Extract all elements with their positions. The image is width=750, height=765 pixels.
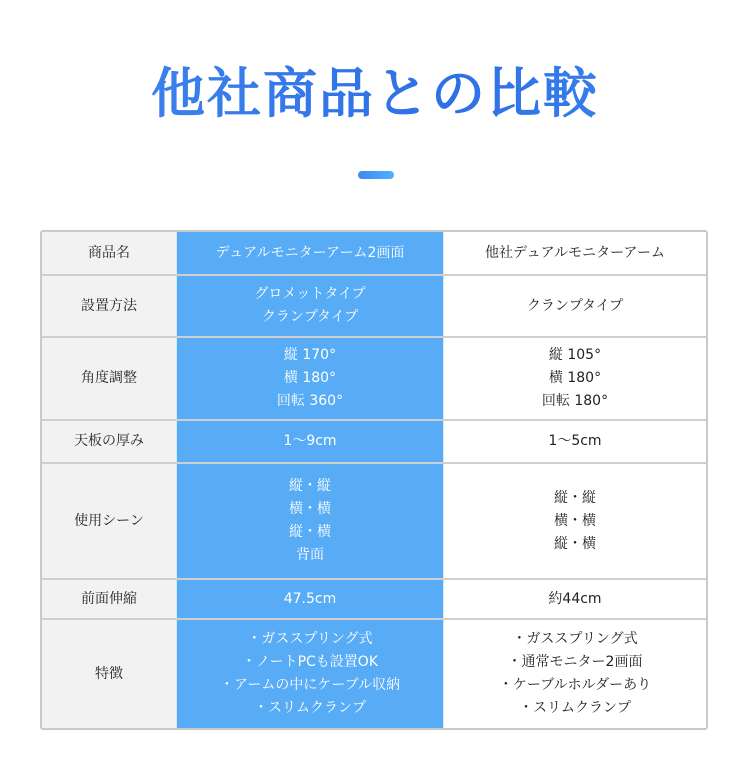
row-other-line: 縦・横 (554, 535, 596, 552)
row-ours-line: グロメットタイプ (254, 286, 366, 302)
row-ours-line: ・ノートPCも設置OK (242, 654, 378, 670)
table-row (42, 276, 706, 338)
header-ours: デュアルモニターアーム2画面 (215, 244, 405, 261)
row-label-cell (42, 464, 176, 578)
row-label: 天板の厚み (74, 433, 144, 449)
row-other-cell (444, 464, 706, 578)
row-label-cell (42, 620, 176, 728)
table-row (42, 464, 706, 580)
row-label: 前面伸縮 (81, 590, 137, 607)
row-other-line: ・スリムクランプ (519, 700, 631, 716)
row-label-cell (42, 580, 176, 618)
row-other-line: 1～5cm (548, 433, 602, 449)
table-row (42, 338, 706, 421)
page-title: 他社商品との比較 (0, 58, 750, 130)
row-other-line: 横・横 (554, 512, 596, 529)
row-ours-cell (176, 276, 444, 336)
row-ours-line: 背面 (296, 547, 324, 563)
row-label: 設置方法 (81, 297, 137, 314)
row-other-line: 約44cm (548, 590, 602, 607)
row-ours-cell (176, 580, 444, 618)
header-label-cell (42, 232, 176, 274)
row-other-cell (444, 338, 706, 419)
row-ours-line: 1～9cm (283, 433, 337, 449)
row-label: 使用シーン (74, 512, 144, 529)
header-other-cell (444, 232, 706, 274)
row-label-cell (42, 421, 176, 462)
row-ours-line: 47.5cm (283, 590, 337, 607)
row-ours-line: 縦・横 (289, 524, 331, 540)
row-ours-line: ・ガススプリング式 (247, 631, 373, 647)
row-ours-line: 縦 170° (283, 347, 337, 363)
row-ours-line: ・スリムクランプ (254, 700, 366, 716)
row-ours-cell (176, 338, 444, 419)
row-ours-line: 縦・縦 (289, 478, 331, 494)
row-other-line: 縦 105° (548, 347, 602, 363)
row-ours-line: 横・横 (289, 501, 331, 517)
row-other-line: 横 180° (548, 370, 602, 386)
row-other-cell (444, 620, 706, 728)
table-row (42, 580, 706, 620)
row-ours-line: ・アームの中にケーブル収納 (219, 677, 401, 693)
row-ours-line: クランプタイプ (261, 309, 359, 325)
table-header-row (42, 232, 706, 276)
table-row (42, 620, 706, 728)
row-label-cell (42, 276, 176, 336)
row-other-cell (444, 276, 706, 336)
row-label-cell (42, 338, 176, 419)
row-ours-cell (176, 421, 444, 462)
row-ours-cell (176, 464, 444, 578)
row-other-line: ・ケーブルホルダーあり (498, 677, 652, 693)
header-label: 商品名 (88, 244, 130, 261)
row-other-line: 回転 180° (541, 393, 609, 409)
header-other: 他社デュアルモニターアーム (485, 244, 665, 261)
row-other-line: クランプタイプ (526, 297, 624, 314)
row-other-line: ・ガススプリング式 (512, 631, 638, 647)
header-ours-cell (176, 232, 444, 274)
row-label: 特徴 (95, 665, 123, 682)
row-other-cell (444, 580, 706, 618)
comparison-table (40, 230, 708, 730)
row-other-line: ・通常モニター2画面 (507, 654, 643, 670)
table-row (42, 421, 706, 464)
row-other-cell (444, 421, 706, 462)
row-ours-line: 回転 360° (276, 393, 344, 409)
row-other-line: 縦・縦 (554, 489, 596, 506)
row-label: 角度調整 (81, 370, 137, 386)
title-underline-accent (358, 171, 394, 179)
row-ours-line: 横 180° (283, 370, 337, 386)
row-ours-cell (176, 620, 444, 728)
